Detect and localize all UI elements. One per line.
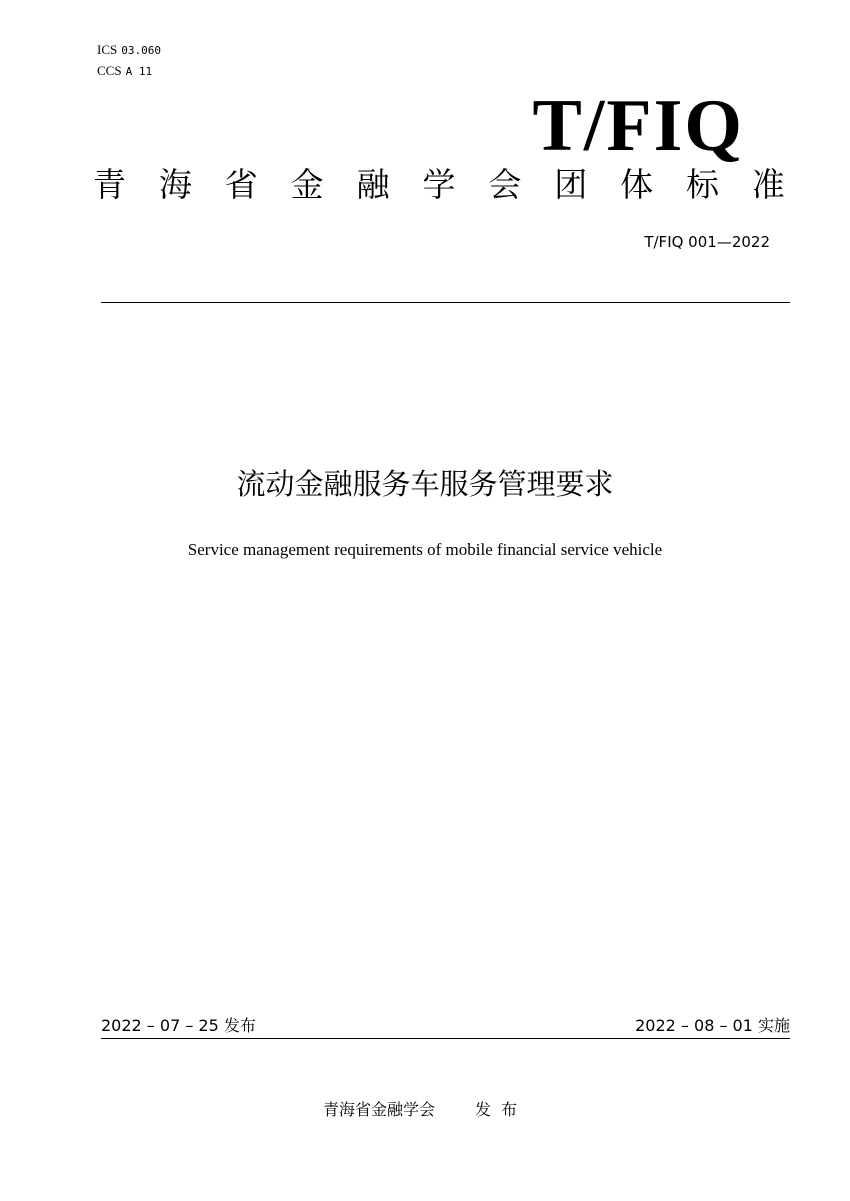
publisher-name: 青海省金融学会	[322, 1100, 435, 1119]
org-title-char: 体	[620, 165, 654, 204]
ccs-row	[97, 61, 161, 82]
ccs-label: CCS	[97, 63, 122, 78]
organization-title	[93, 160, 785, 210]
implementation-date: 2022 – 08 – 01 实施	[635, 1016, 790, 1035]
ccs-value: A 11	[125, 65, 153, 78]
footer-divider	[101, 1038, 790, 1039]
org-title-char: 学	[422, 165, 456, 204]
org-title-char: 青	[93, 165, 126, 204]
document-number: T/FIQ 001—2022	[644, 233, 770, 251]
org-title-char: 准	[751, 165, 785, 204]
org-title-char: 团	[554, 165, 588, 204]
org-title-char: 会	[488, 165, 522, 204]
issue-date: 2022 – 07 – 25 发布	[101, 1016, 256, 1035]
ics-value: 03.060	[121, 44, 161, 57]
org-title-char: 融	[356, 165, 390, 204]
org-title-char: 金	[290, 165, 324, 204]
org-title-char: 海	[158, 165, 192, 204]
header-divider	[101, 302, 790, 303]
org-title-char: 标	[686, 165, 720, 204]
classification-codes	[97, 40, 161, 82]
document-title-en: Service management requirements of mobile financial service vehicle	[187, 540, 663, 559]
ics-label: ICS	[97, 42, 118, 57]
ics-row	[97, 40, 161, 61]
publisher-line	[0, 1098, 850, 1122]
standard-logo: T/FIQ	[532, 85, 744, 167]
document-title-zh: 流动金融服务车服务管理要求	[236, 467, 614, 501]
org-title-char: 省	[224, 165, 258, 204]
publisher-action: 发布	[475, 1100, 528, 1119]
